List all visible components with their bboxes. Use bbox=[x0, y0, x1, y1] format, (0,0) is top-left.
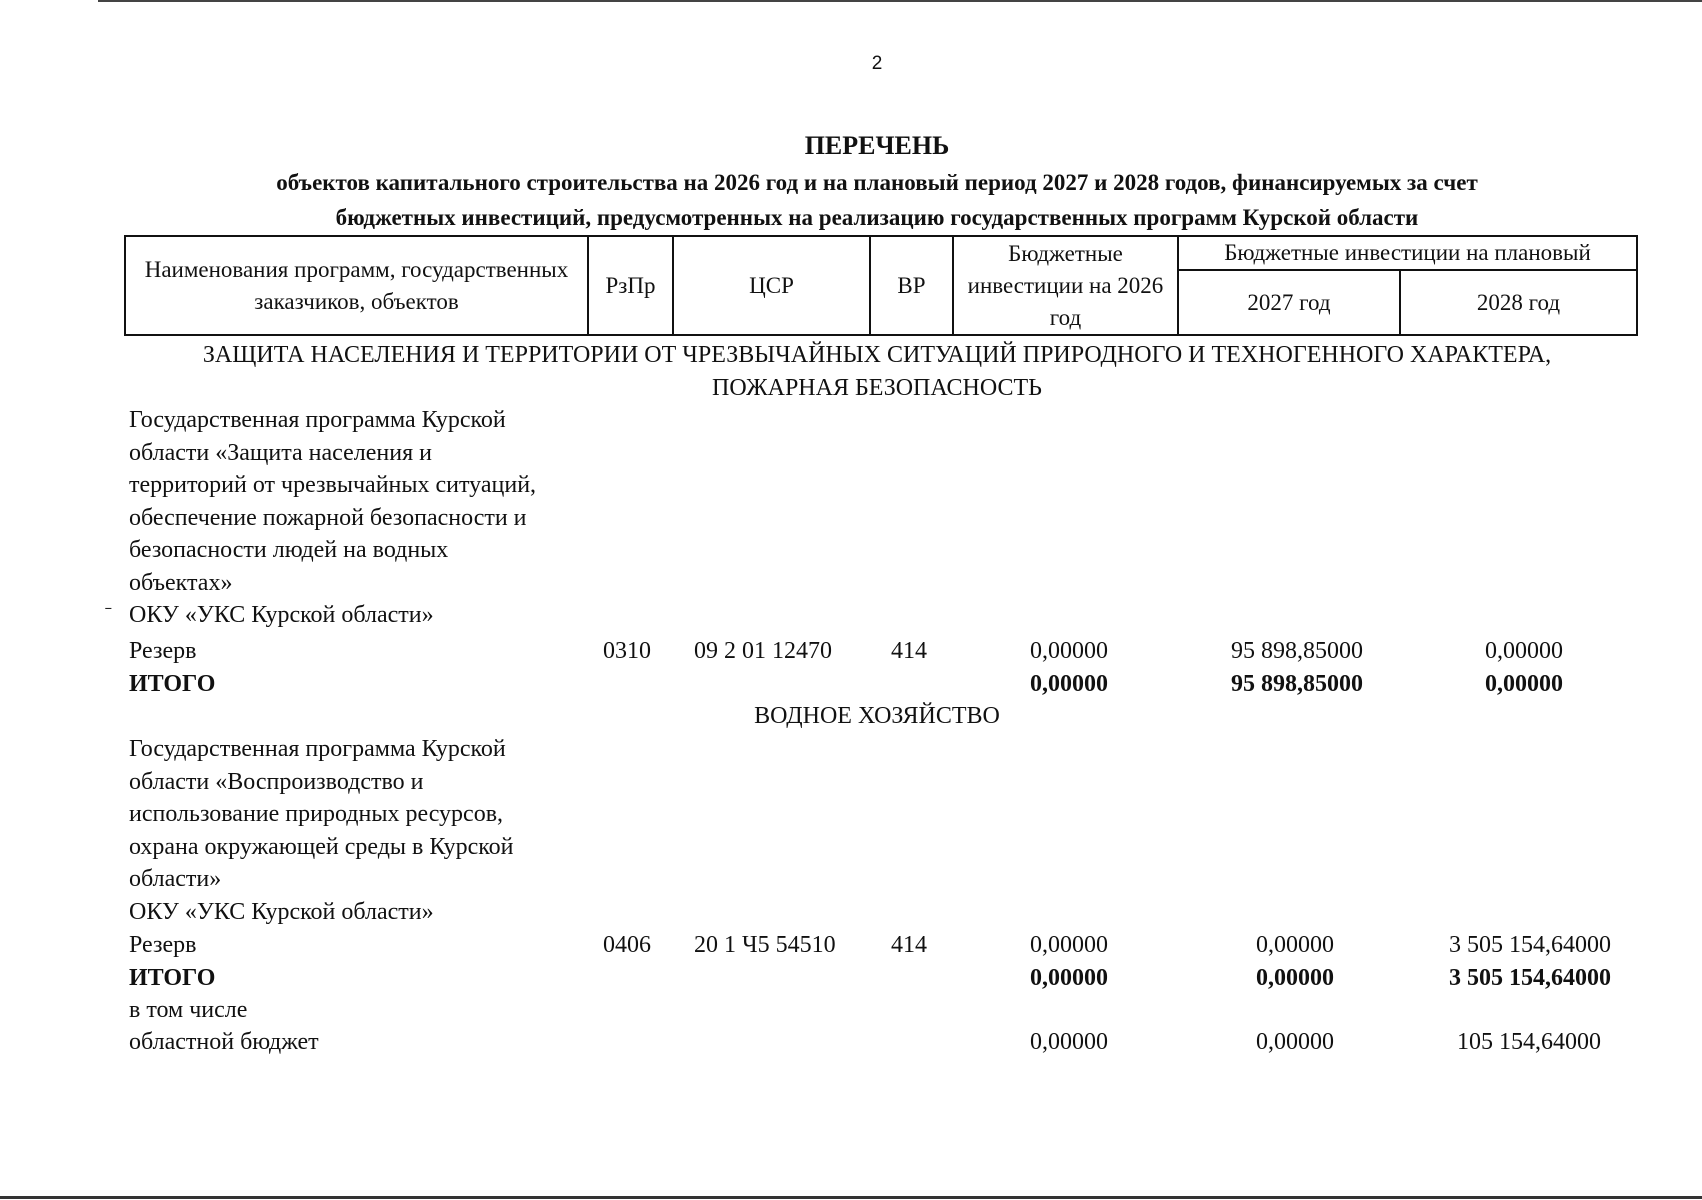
section-title-line: ПОЖАРНАЯ БЕЗОПАСНОСТЬ bbox=[712, 375, 1042, 401]
subtitle-line: бюджетных инвестиций, предусмотренных на реализацию государственных программ Курской области bbox=[335, 205, 1419, 230]
including-label: в том числе bbox=[129, 997, 248, 1023]
row-rzpr: 0406 bbox=[603, 932, 651, 958]
program-name-line: охрана окружающей среды в Курской bbox=[129, 833, 514, 860]
row-name: Резерв bbox=[129, 638, 197, 664]
header-csr: ЦСР bbox=[673, 236, 870, 335]
row-vr: 414 bbox=[891, 932, 927, 958]
row-csr: 20 1 Ч5 54510 bbox=[694, 932, 836, 958]
total-value-2027: 0,00000 bbox=[1256, 965, 1334, 991]
program-name-line: Государственная программа Курской bbox=[129, 407, 506, 433]
row-vr: 414 bbox=[891, 638, 927, 664]
total-value-2027: 95 898,85000 bbox=[1231, 671, 1363, 697]
regional-value-2027: 0,00000 bbox=[1256, 1029, 1334, 1055]
program-name-line: использование природных ресурсов, bbox=[129, 801, 504, 827]
document-title: ПЕРЕЧЕНЬ bbox=[804, 131, 950, 160]
total-value-2028: 3 505 154,64000 bbox=[1449, 965, 1611, 991]
program-name-line: Государственная программа Курской bbox=[129, 736, 506, 762]
document-subtitle bbox=[0, 165, 1702, 235]
customer-name: ОКУ «УКС Курской области» bbox=[129, 898, 434, 925]
row-value-2028: 0,00000 bbox=[1485, 638, 1563, 664]
total-value-2028: 0,00000 bbox=[1485, 671, 1563, 697]
total-value-2026: 0,00000 bbox=[1030, 671, 1108, 697]
row-name: Резерв bbox=[129, 932, 197, 958]
program-name-line: объектах» bbox=[129, 569, 233, 596]
header-name-column: Наименования программ, государственных заказчиков, объектов bbox=[125, 236, 588, 335]
program-name-line: обеспечение пожарной безопасности и bbox=[129, 504, 527, 531]
total-label: ИТОГО bbox=[129, 671, 216, 697]
regional-budget-label: областной бюджет bbox=[129, 1029, 319, 1055]
scan-edge-top bbox=[98, 0, 1702, 2]
header-investments-2026: Бюджетные инвестиции на 2026 год bbox=[953, 236, 1178, 335]
row-value-2028: 3 505 154,64000 bbox=[1449, 932, 1611, 958]
scan-mark: ˉ bbox=[105, 603, 112, 625]
header-rzpr: РзПр bbox=[588, 236, 673, 335]
scan-edge-bottom bbox=[0, 1196, 1702, 1199]
row-value-2027: 95 898,85000 bbox=[1231, 638, 1363, 664]
row-rzpr: 0310 bbox=[603, 638, 651, 664]
customer-name: ОКУ «УКС Курской области» bbox=[129, 602, 434, 628]
header-year-2027: 2027 год bbox=[1178, 270, 1400, 335]
row-value-2027: 0,00000 bbox=[1256, 932, 1334, 958]
table-header bbox=[124, 235, 1638, 336]
total-value-2026: 0,00000 bbox=[1030, 965, 1108, 991]
program-name-line: безопасности людей на водных bbox=[129, 537, 449, 563]
section-title-line: ЗАЩИТА НАСЕЛЕНИЯ И ТЕРРИТОРИИ ОТ ЧРЕЗВЫЧАЙНЫХ СИТУАЦИЙ ПРИРОДНОГО И ТЕХНОГЕННОГО ХАРАКТЕРА, bbox=[202, 342, 1552, 368]
section-title bbox=[0, 339, 1702, 405]
section-title bbox=[0, 700, 1702, 733]
program-name-line: области» bbox=[129, 866, 222, 892]
section-title-line: ВОДНОЕ ХОЗЯЙСТВО bbox=[754, 703, 1000, 729]
program-name-line: области «Воспроизводство и bbox=[129, 768, 424, 795]
program-name-line: территорий от чрезвычайных ситуаций, bbox=[129, 472, 537, 498]
header-vr: ВР bbox=[870, 236, 953, 335]
regional-value-2026: 0,00000 bbox=[1030, 1029, 1108, 1055]
total-label: ИТОГО bbox=[129, 965, 216, 991]
header-planned-period: Бюджетные инвестиции на плановый bbox=[1178, 236, 1637, 270]
program-name bbox=[129, 404, 536, 632]
row-value-2026: 0,00000 bbox=[1030, 932, 1108, 958]
page-number: 2 bbox=[871, 53, 883, 74]
row-value-2026: 0,00000 bbox=[1030, 638, 1108, 664]
header-year-2028: 2028 год bbox=[1400, 270, 1637, 335]
subtitle-line: объектов капитального строительства на 2026 год и на плановый период 2027 и 2028 годов, финансируемых за счет bbox=[276, 170, 1478, 195]
regional-value-2028: 105 154,64000 bbox=[1457, 1029, 1601, 1055]
row-csr: 09 2 01 12470 bbox=[694, 638, 832, 664]
program-name-line: области «Защита населения и bbox=[129, 439, 432, 466]
program-name bbox=[129, 733, 514, 928]
